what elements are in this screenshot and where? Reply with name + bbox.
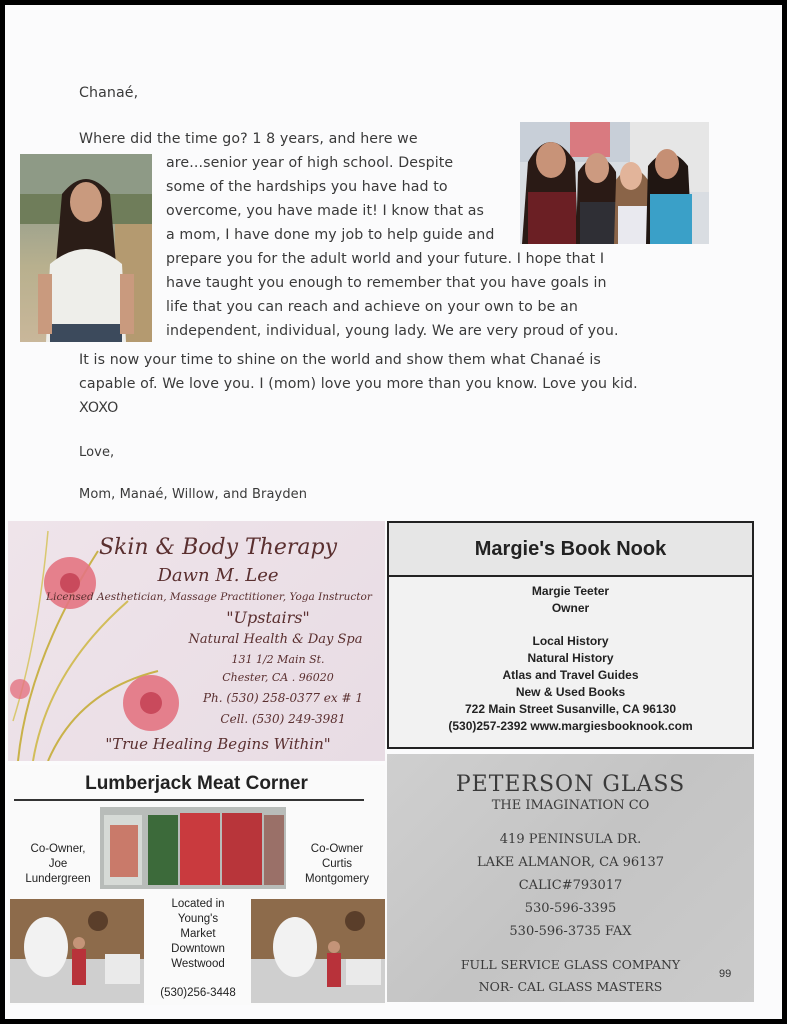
letter-greeting: Chanaé, xyxy=(79,85,139,101)
letter-line-2: are...senior year of high school. Despite xyxy=(166,155,454,171)
letter-line-8: life that you can reach and achieve on your own to be an xyxy=(166,299,578,315)
book-nook-item: Local History xyxy=(532,634,609,648)
peterson-title: PETERSON GLASS xyxy=(455,772,686,797)
letter-line-5: a mom, I have done my job to help guide and xyxy=(166,227,495,243)
peterson-phone: 530-596-3395 xyxy=(524,901,617,916)
book-nook-owner-name: Margie Teeter xyxy=(531,584,610,598)
book-nook-item: New & Used Books xyxy=(515,685,626,699)
letter-line-12: XOXO xyxy=(79,400,119,416)
skin-credentials: Licensed Aesthetician, Massage Practitioner, Yoga Instructor xyxy=(46,591,372,603)
letter-line-7: have taught you enough to remember that you have goals in xyxy=(166,275,607,291)
book-nook-owner-title: Owner xyxy=(551,601,590,615)
location-line-1: Located in xyxy=(171,898,225,910)
skin-name: Dawn M. Lee xyxy=(157,565,279,586)
peterson-address: 419 PENINSULA DR. xyxy=(499,832,642,847)
letter-line-4: overcome, you have made it! I know that as xyxy=(166,203,485,219)
ad-peterson-glass xyxy=(387,754,754,1002)
letter-line-10: It is now your time to shine on the world and show them what Chanaé is xyxy=(79,352,601,368)
group-photo xyxy=(520,122,709,244)
portrait-photo xyxy=(20,154,152,342)
letter-closing: Love, xyxy=(79,445,115,460)
skin-phone: Ph. (530) 258-0377 ex # 1 xyxy=(202,691,363,705)
letter-line-9: independent, individual, young lady. We are very proud of you. xyxy=(166,323,619,339)
peterson-subtitle: THE IMAGINATION CO xyxy=(491,798,650,813)
peterson-license: CALIC#793017 xyxy=(518,878,623,893)
co-owner-right-role: Co-Owner xyxy=(310,843,364,855)
book-nook-address: 722 Main Street Susanville, CA 96130 xyxy=(465,702,676,716)
letter-line-6: prepare you for the adult world and your future. I hope that I xyxy=(166,251,605,267)
book-nook-title: Margie's Book Nook xyxy=(474,538,667,560)
lumberjack-title: Lumberjack Meat Corner xyxy=(85,773,308,794)
location-line-2: Young's xyxy=(177,913,219,925)
location-line-4: Downtown xyxy=(171,943,225,955)
peterson-city: LAKE ALMANOR, CA 96137 xyxy=(477,855,664,870)
co-owner-right-last: Montgomery xyxy=(305,873,369,885)
skin-business: Natural Health & Day Spa xyxy=(188,632,363,647)
lumberjack-divider xyxy=(14,799,364,801)
book-nook-header xyxy=(389,523,752,577)
peterson-footer-2: NOR- CAL GLASS MASTERS xyxy=(478,979,663,994)
shop-interior-photo-left xyxy=(10,899,144,1003)
page-number: 99 xyxy=(719,968,732,980)
skin-location-note: "Upstairs" xyxy=(226,608,310,627)
ad-margies-book-nook xyxy=(387,521,754,749)
location-line-3: Market xyxy=(180,928,216,940)
ad-lumberjack-meat-corner xyxy=(8,765,385,1005)
co-owner-left-role: Co-Owner, xyxy=(30,843,86,855)
co-owner-right-first: Curtis xyxy=(321,858,353,870)
skin-slogan: "True Healing Begins Within" xyxy=(105,735,331,753)
book-nook-item: Natural History xyxy=(527,651,614,665)
yearbook-page xyxy=(5,5,782,1019)
book-nook-item: Atlas and Travel Guides xyxy=(502,668,639,682)
letter-line-3: some of the hardships you have had to xyxy=(166,179,448,195)
letter-line-1: Where did the time go? 1 8 years, and here we xyxy=(79,131,418,147)
ad-skin-body-therapy xyxy=(8,521,385,761)
skin-title: Skin & Body Therapy xyxy=(98,535,338,560)
letter-signature: Mom, Manaé, Willow, and Brayden xyxy=(79,487,308,502)
skin-address2: Chester, CA . 96020 xyxy=(222,671,334,684)
location-line-5: Westwood xyxy=(171,958,225,970)
meat-case-photo xyxy=(100,807,286,889)
peterson-footer-1: FULL SERVICE GLASS COMPANY xyxy=(460,957,681,972)
peterson-fax: 530-596-3735 FAX xyxy=(509,924,632,939)
skin-address1: 131 1/2 Main St. xyxy=(231,653,325,666)
letter-line-11: capable of. We love you. I (mom) love you more than you know. Love you kid. xyxy=(79,376,638,392)
skin-cell: Cell. (530) 249-3981 xyxy=(220,712,346,726)
co-owner-left-last: Lundergreen xyxy=(25,873,91,885)
book-nook-contact: (530)257-2392 www.margiesbooknook.com xyxy=(448,719,693,733)
shop-interior-photo-right xyxy=(251,899,385,1003)
lumberjack-phone: (530)256-3448 xyxy=(160,987,236,999)
co-owner-left-first: Joe xyxy=(48,858,68,870)
